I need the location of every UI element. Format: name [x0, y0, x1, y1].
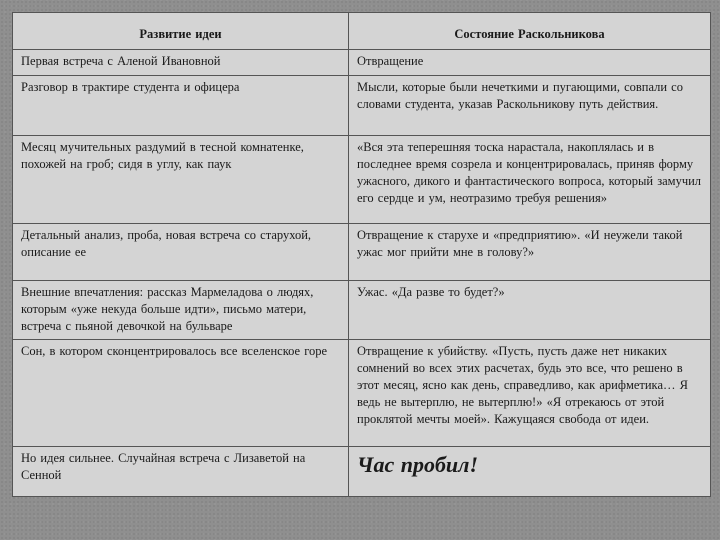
- state-cell: Отвращение к старухе и «предприятию». «И неужели такой ужас мог прийти мне в голову?»: [349, 224, 711, 281]
- idea-cell: Внешние впечатления: рассказ Мармеладова о людях, которым «уже некуда больше идти», письмо матери, встреча с пьяной девочкой на бульваре: [13, 281, 349, 340]
- table-row: [13, 281, 711, 340]
- table-row: [13, 447, 711, 497]
- idea-cell: Месяц мучительных раздумий в тесной комнатенке, похожей на гроб; сидя в углу, как паук: [13, 136, 349, 224]
- header-idea-development: Развитие идеи: [13, 13, 349, 50]
- state-cell: Ужас. «Да разве то будет?»: [349, 281, 711, 340]
- idea-cell: Разговор в трактире студента и офицера: [13, 76, 349, 136]
- table-row: [13, 136, 711, 224]
- idea-cell: Сон, в котором сконцентрировалось все вселенское горе: [13, 340, 349, 447]
- state-cell: Отвращение: [349, 50, 711, 76]
- header-raskolnikov-state: Состояние Раскольникова: [349, 13, 711, 50]
- idea-cell: Но идея сильнее. Случайная встреча с Лизаветой на Сенной: [13, 447, 349, 497]
- table-row: [13, 224, 711, 281]
- table-header-row: [13, 13, 711, 50]
- state-cell-emphasis: Час пробил!: [349, 447, 711, 497]
- table-row: [13, 76, 711, 136]
- state-cell: Мысли, которые были нечеткими и пугающими, совпали со словами студента, указав Раскольникову путь действия.: [349, 76, 711, 136]
- state-cell: «Вся эта теперешняя тоска нарастала, накоплялась и в последнее время созрела и концентрировалась, приняв форму ужасного, дикого и фантастического вопроса, который замучил его сердце и ум, неотразимо требуя решения»: [349, 136, 711, 224]
- table-row: [13, 340, 711, 447]
- ideas-table: [12, 12, 711, 497]
- idea-cell: Первая встреча с Аленой Ивановной: [13, 50, 349, 76]
- idea-cell: Детальный анализ, проба, новая встреча со старухой, описание ее: [13, 224, 349, 281]
- state-cell: Отвращение к убийству. «Пусть, пусть даже нет никаких сомнений во всех этих расчетах, будь это все, что решено в этот месяц, ясно как день, справедливо, как арифметика… Я ведь не вытерплю, не вытерплю!» «Я отрекаюсь от этой проклятой мечты моей». Кажущаяся свобода от идеи.: [349, 340, 711, 447]
- table-row: [13, 50, 711, 76]
